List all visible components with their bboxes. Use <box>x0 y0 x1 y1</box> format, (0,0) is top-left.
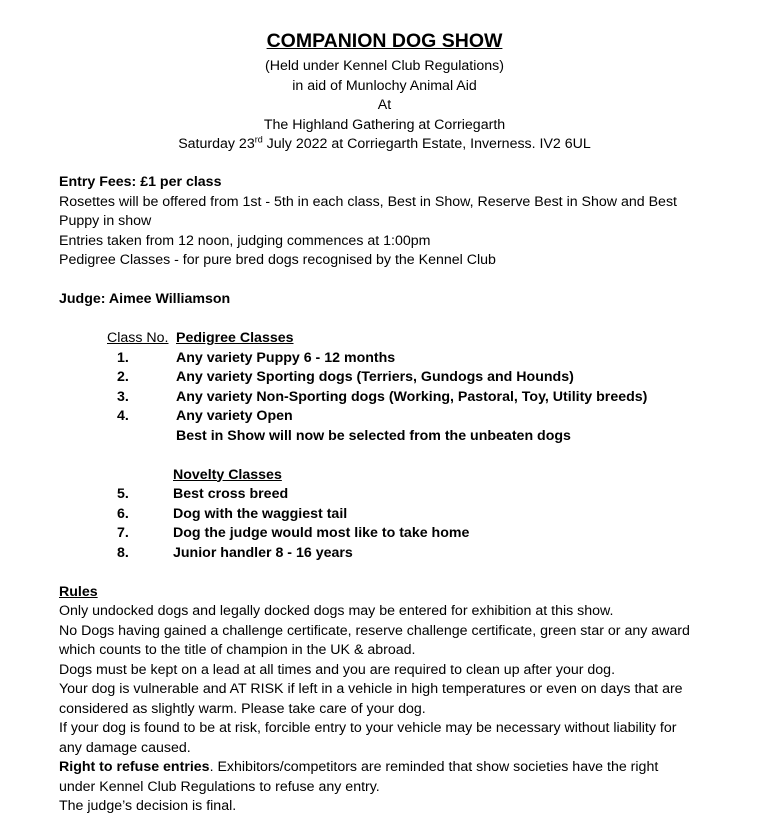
date-prefix: Saturday 23 <box>178 136 255 152</box>
class-number: 5. <box>117 486 129 502</box>
novelty-heading: Novelty Classes <box>173 466 282 483</box>
class-number: 7. <box>117 525 129 541</box>
rosettes-line-2: Puppy in show <box>59 213 152 229</box>
rule-certificates-line-2: which counts to the title of champion in the UK & abroad. <box>59 642 416 658</box>
class-label: Dog with the waggiest tail <box>173 505 348 522</box>
rule-refuse-entries-line-1 <box>59 758 729 778</box>
date-ordinal: rd <box>254 134 263 145</box>
refuse-entries-text: . Exhibitors/competitors are reminded that show societies have the right <box>209 759 659 775</box>
page-title: COMPANION DOG SHOW <box>266 30 503 52</box>
class-number: 2. <box>117 369 129 385</box>
rule-forcible-entry-line-1: If your dog is found to be at risk, forcible entry to your vehicle may be necessary without liability for <box>59 720 677 736</box>
rule-undocked: Only undocked dogs and legally docked dogs may be entered for exhibition at this show. <box>59 603 614 619</box>
header-date <box>0 135 769 155</box>
rule-forcible-entry-line-2: any damage caused. <box>59 739 191 756</box>
class-number: 4. <box>117 408 129 424</box>
pedigree-note: Pedigree Classes - for pure bred dogs recognised by the Kennel Club <box>59 252 496 268</box>
rule-lead: Dogs must be kept on a lead at all times and you are required to clean up after your dog. <box>59 661 616 678</box>
class-number: 1. <box>117 349 129 366</box>
class-number: 3. <box>117 388 129 405</box>
rule-judge-final: The judge’s decision is final. <box>59 798 237 814</box>
header-at: At <box>377 97 392 113</box>
entry-fees: Entry Fees: £1 per class <box>59 174 222 190</box>
rules-heading: Rules <box>59 583 98 600</box>
class-label: Any variety Open <box>176 408 293 424</box>
header-in-aid-of: in aid of Munlochy Animal Aid <box>292 77 477 94</box>
header-venue: The Highland Gathering at Corriegarth <box>263 116 506 133</box>
rule-vehicle-line-1: Your dog is vulnerable and AT RISK if left in a vehicle in high temperatures or even on days that are <box>59 681 683 697</box>
rule-certificates-line-1: No Dogs having gained a challenge certificate, reserve challenge certificate, green star or any award <box>59 622 690 639</box>
class-number: 6. <box>117 505 129 522</box>
class-label: Any variety Non-Sporting dogs (Working, Pastoral, Toy, Utility breeds) <box>176 388 648 405</box>
judge-name: Judge: Aimee Williamson <box>59 291 231 307</box>
class-number: 8. <box>117 544 129 561</box>
header-regulations: (Held under Kennel Club Regulations) <box>265 58 504 74</box>
class-label: Any variety Puppy 6 - 12 months <box>176 349 396 366</box>
pedigree-heading: Pedigree Classes <box>176 330 294 346</box>
class-label: Dog the judge would most like to take home <box>173 525 470 541</box>
rule-vehicle-line-2: considered as slightly warm. Please take care of your dog. <box>59 700 426 717</box>
entries-time: Entries taken from 12 noon, judging commences at 1:00pm <box>59 232 431 249</box>
best-in-show-note: Best in Show will now be selected from the unbeaten dogs <box>176 427 571 444</box>
class-label: Junior handler 8 - 16 years <box>173 544 353 561</box>
class-no-label: Class No. <box>107 330 169 346</box>
class-label: Any variety Sporting dogs (Terriers, Gundogs and Hounds) <box>176 369 574 385</box>
rosettes-line-1: Rosettes will be offered from 1st - 5th in each class, Best in Show, Reserve Best in Show and Best <box>59 193 677 210</box>
date-suffix: July 2022 at Corriegarth Estate, Inverness. IV2 6UL <box>262 136 591 152</box>
class-label: Best cross breed <box>173 486 289 502</box>
rule-refuse-entries-line-2: under Kennel Club Regulations to refuse any entry. <box>59 778 380 795</box>
refuse-entries-label: Right to refuse entries <box>59 759 210 775</box>
